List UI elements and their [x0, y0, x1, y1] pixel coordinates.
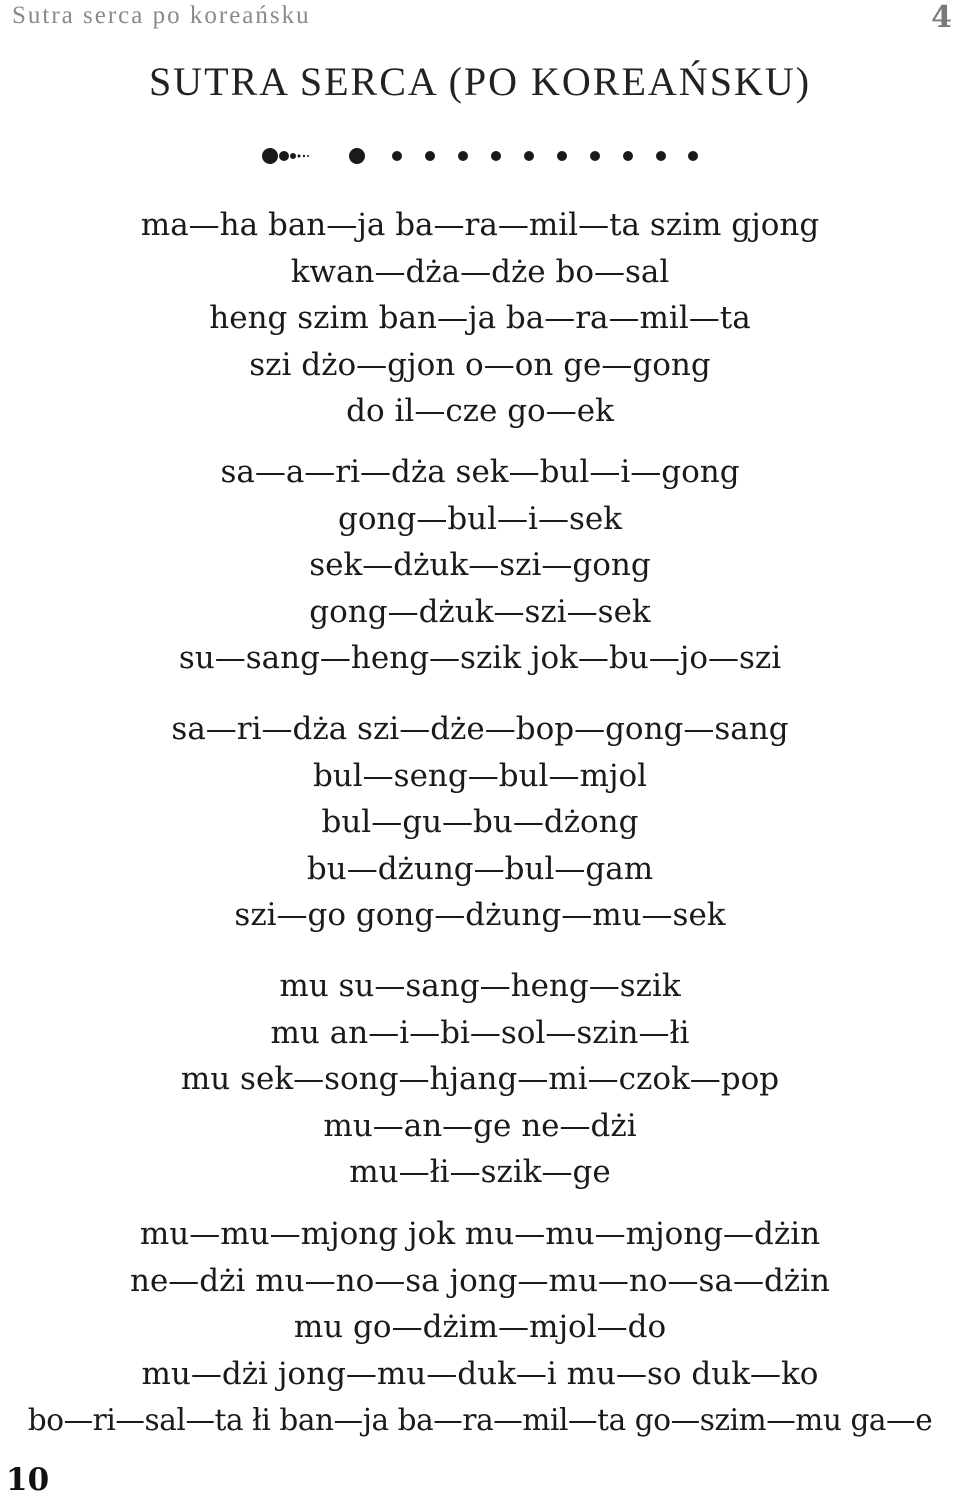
verse-line: mu—an—ge ne—dżi	[323, 1107, 637, 1144]
verse-line: sa—ri—dża szi—dże—bop—gong—sang	[171, 711, 789, 747]
verse-line: gong—dżuk—szi—sek	[309, 593, 651, 630]
verse-line: bu—dżung—bul—gam	[306, 850, 654, 887]
stanza-1	[0, 202, 960, 435]
folio-page-number: 10	[6, 1462, 50, 1498]
page-title: SUTRA SERCA (PO KOREAŃSKU)	[148, 59, 812, 104]
verse-line: su—sang—heng—szik jok—bu—jo—szi	[178, 640, 782, 676]
stanza-4	[0, 963, 960, 1196]
stanza-2	[0, 449, 960, 682]
verse-line: do il—cze go—ek	[346, 393, 614, 429]
verse-line: szi—go gong—dżung—mu—sek	[234, 897, 726, 933]
verse-line: mu—dżi jong—mu—duk—i mu—so duk—ko	[141, 1355, 819, 1392]
verse-line: heng szim ban—ja ba—ra—mil—ta	[209, 300, 751, 336]
running-head: Sutra serca po koreańsku	[12, 2, 311, 29]
header-page-number: 4	[931, 0, 952, 35]
verse-line: mu go—dżim—mjol—do	[293, 1309, 667, 1345]
verse-line: mu—mu—mjong jok mu—mu—mjong—dżin	[139, 1216, 821, 1252]
verse-line: ne—dżi mu—no—sa jong—mu—no—sa—dżin	[129, 1262, 830, 1299]
verse-line: gong—bul—i—sek	[338, 500, 622, 537]
verse-line: ma—ha ban—ja ba—ra—mil—ta szim gjong	[140, 207, 820, 243]
verse-line: mu sek—song—hjang—mi—czok—pop	[180, 1061, 780, 1097]
verse-line: mu su—sang—heng—szik	[279, 968, 681, 1004]
stanza-3	[0, 706, 960, 939]
verse-line: bo—ri—sal—ta łi ban—ja ba—ra—mil—ta go—szim—mu ga—e	[27, 1403, 933, 1437]
dot-ornament-icon	[0, 146, 960, 166]
verse-line: sek—dżuk—szi—gong	[309, 547, 651, 583]
verse-line: bul—seng—bul—mjol	[312, 757, 648, 794]
verse-line: mu an—i—bi—sol—szin—łi	[270, 1014, 690, 1051]
verse-line: kwan—dża—dże bo—sal	[290, 253, 670, 290]
verse-line: szi dżo—gjon o—on ge—gong	[249, 346, 711, 383]
verse-line: sa—a—ri—dża sek—bul—i—gong	[220, 454, 740, 490]
stanza-5	[0, 1211, 960, 1444]
verse-line: mu—łi—szik—ge	[349, 1154, 611, 1190]
verse-line: bul—gu—bu—dżong	[321, 804, 639, 840]
